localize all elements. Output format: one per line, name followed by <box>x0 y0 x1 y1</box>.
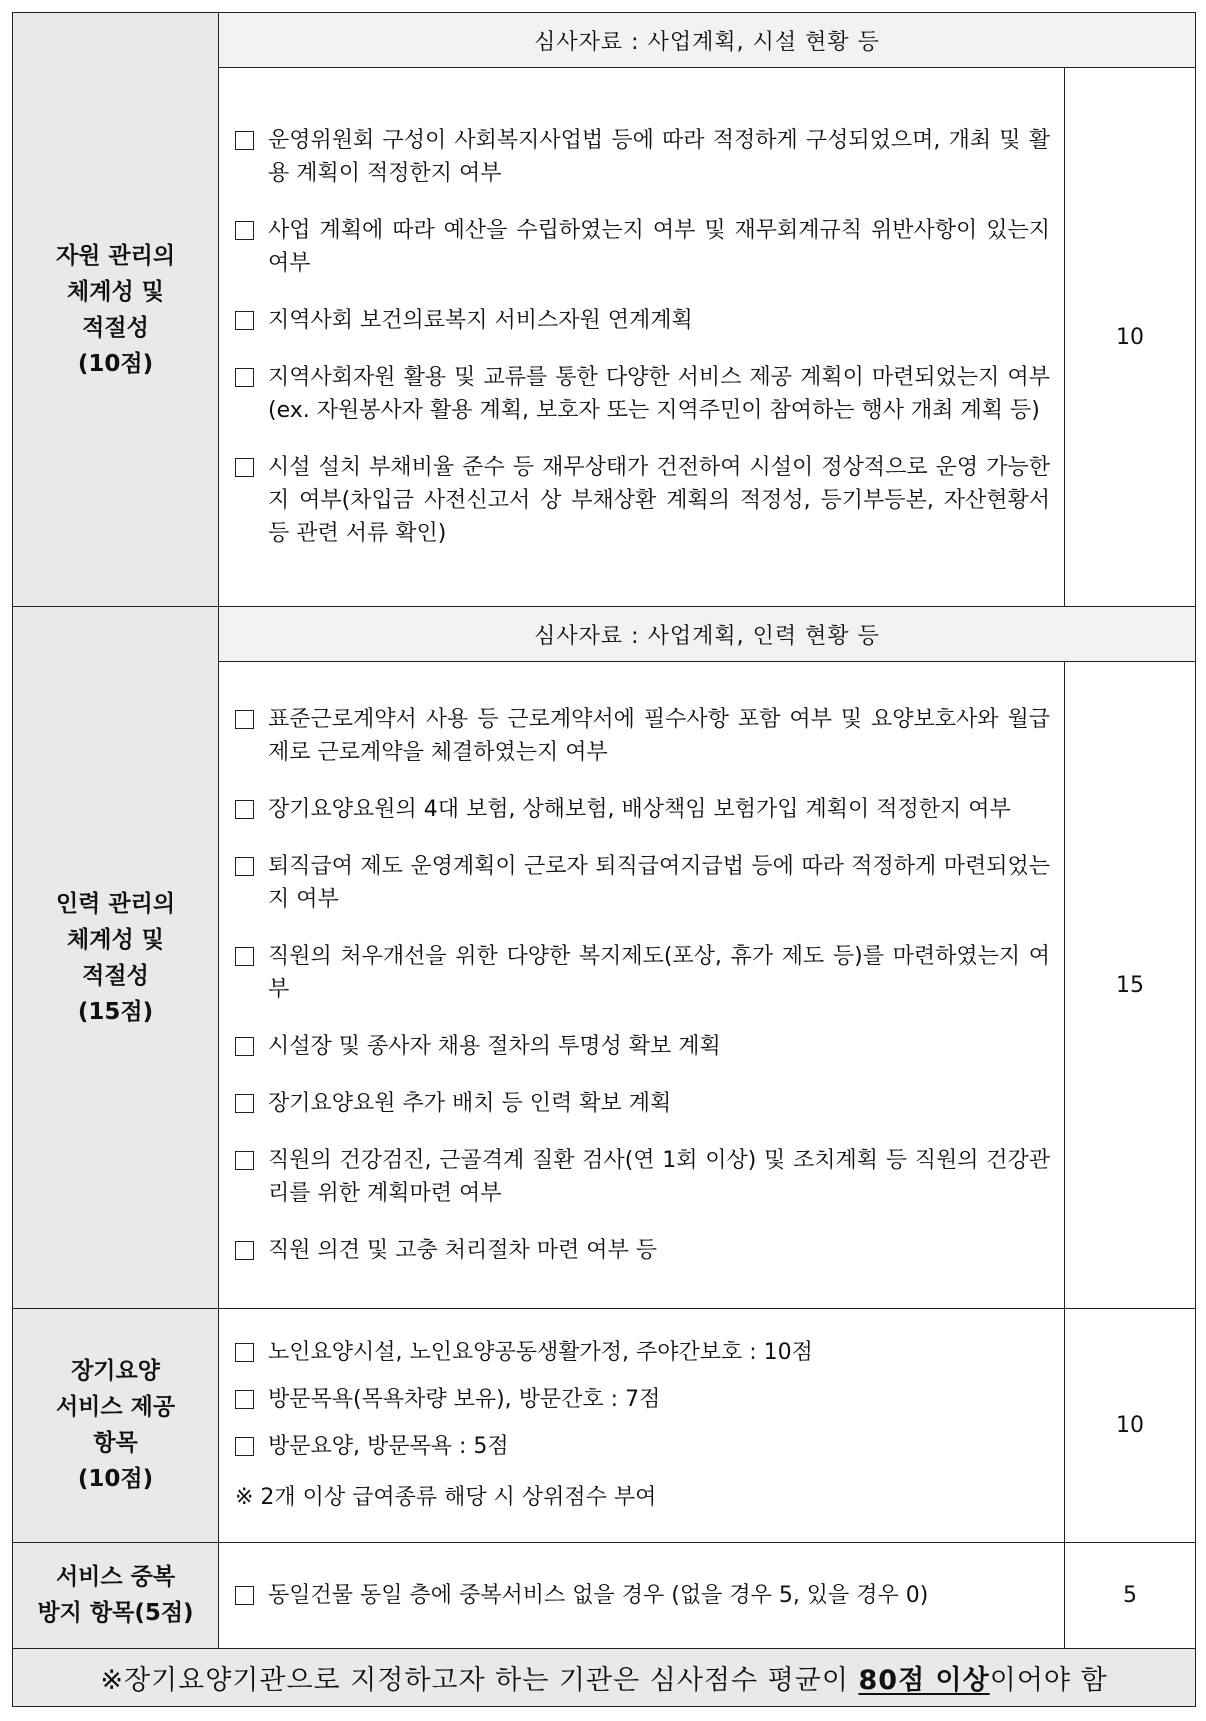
category-personnel-management: 인력 관리의 체계성 및 적절성 (15점) <box>13 607 219 1309</box>
criteria-list <box>219 1309 1065 1542</box>
criteria-list <box>219 68 1065 607</box>
score-cell: 5 <box>1065 1542 1196 1648</box>
criteria-item: 방문요양, 방문목욕 : 5점 <box>233 1430 1050 1463</box>
category-service-provision: 장기요양 서비스 제공 항목 (10점) <box>13 1309 219 1542</box>
footer-row <box>13 1648 1196 1706</box>
criteria-item: 시설 설치 부채비율 준수 등 재무상태가 건전하여 시설이 정상적으로 운영 가능한지 여부(차입금 사전신고서 상 부채상환 계획의 적정성, 등기부등본, 자산현황서 등 관련 서류 확인) <box>233 451 1050 550</box>
score-cell: 10 <box>1065 1309 1196 1542</box>
criteria-item: 퇴직급여 제도 운영계획이 근로자 퇴직급여지급법 등에 따라 적정하게 마련되었는지 여부 <box>233 850 1050 916</box>
criteria-item: 직원의 건강검진, 근골격계 질환 검사(연 1회 이상) 및 조치계획 등 직원의 건강관리를 위한 계획마련 여부 <box>233 1144 1050 1210</box>
materials-header: 심사자료 : 사업계획, 시설 현황 등 <box>219 13 1196 68</box>
criteria-item: 시설장 및 종사자 채용 절차의 투명성 확보 계획 <box>233 1030 1050 1063</box>
checkbox-icon[interactable] <box>235 1343 254 1362</box>
evaluation-criteria-table <box>12 12 1196 1707</box>
checkbox-icon[interactable] <box>235 947 254 966</box>
checkbox-icon[interactable] <box>235 458 254 477</box>
criteria-item: 직원의 처우개선을 위한 다양한 복지제도(포상, 휴가 제도 등)를 마련하였는지 여부 <box>233 940 1050 1006</box>
criteria-list <box>219 662 1065 1309</box>
checkbox-icon[interactable] <box>235 710 254 729</box>
criteria-item: 장기요양요원의 4대 보험, 상해보험, 배상책임 보험가입 계획이 적정한지 여부 <box>233 793 1050 826</box>
category-duplication-prevention: 서비스 중복 방지 항목(5점) <box>13 1542 219 1648</box>
checkbox-icon[interactable] <box>235 1151 254 1170</box>
category-resource-management: 자원 관리의 체계성 및 적절성 (10점) <box>13 13 219 607</box>
materials-header: 심사자료 : 사업계획, 인력 현황 등 <box>219 607 1196 662</box>
footer-emphasis: 80점 이상 <box>858 1664 990 1696</box>
checkbox-icon[interactable] <box>235 1586 254 1605</box>
criteria-list <box>219 1542 1065 1648</box>
checkbox-icon[interactable] <box>235 311 254 330</box>
criteria-item: 운영위원회 구성이 사회복지사업법 등에 따라 적정하게 구성되었으며, 개최 및 활용 계획이 적정한지 여부 <box>233 124 1050 190</box>
criteria-item: 표준근로계약서 사용 등 근로계약서에 필수사항 포함 여부 및 요양보호사와 월급제로 근로계약을 체결하였는지 여부 <box>233 703 1050 769</box>
checkbox-icon[interactable] <box>235 368 254 387</box>
section-resource-header-row <box>13 13 1196 68</box>
checkbox-icon[interactable] <box>235 857 254 876</box>
section-service-row <box>13 1309 1196 1542</box>
scoring-note: ※ 2개 이상 급여종류 해당 시 상위점수 부여 <box>235 1485 657 1511</box>
checkbox-icon[interactable] <box>235 1390 254 1409</box>
score-cell: 15 <box>1065 662 1196 1309</box>
criteria-item: 노인요양시설, 노인요양공동생활가정, 주야간보호 : 10점 <box>233 1336 1050 1369</box>
criteria-item: 동일건물 동일 층에 중복서비스 없을 경우 (없을 경우 5, 있을 경우 0) <box>233 1579 1050 1612</box>
criteria-item: 방문목욕(목욕차량 보유), 방문간호 : 7점 <box>233 1383 1050 1416</box>
checkbox-icon[interactable] <box>235 800 254 819</box>
criteria-item: 사업 계획에 따라 예산을 수립하였는지 여부 및 재무회계규칙 위반사항이 있는지 여부 <box>233 214 1050 280</box>
checkbox-icon[interactable] <box>235 1037 254 1056</box>
criteria-item: 지역사회 보건의료복지 서비스자원 연계계획 <box>233 304 1050 337</box>
checkbox-icon[interactable] <box>235 1241 254 1260</box>
criteria-item: 장기요양요원 추가 배치 등 인력 확보 계획 <box>233 1087 1050 1120</box>
criteria-item: 직원 의견 및 고충 처리절차 마련 여부 등 <box>233 1234 1050 1267</box>
criteria-item: 지역사회자원 활용 및 교류를 통한 다양한 서비스 제공 계획이 마련되었는지 여부(ex. 자원봉사자 활용 계획, 보호자 또는 지역주민이 참여하는 행사 개최 계획 등) <box>233 361 1050 427</box>
footer-note: ※장기요양기관으로 지정하고자 하는 기관은 심사점수 평균이 80점 이상이어야 함 <box>13 1648 1196 1706</box>
checkbox-icon[interactable] <box>235 131 254 150</box>
section-duplication-row <box>13 1542 1196 1648</box>
checkbox-icon[interactable] <box>235 1437 254 1456</box>
checkbox-icon[interactable] <box>235 221 254 240</box>
checkbox-icon[interactable] <box>235 1094 254 1113</box>
score-cell: 10 <box>1065 68 1196 607</box>
section-personnel-header-row <box>13 607 1196 662</box>
